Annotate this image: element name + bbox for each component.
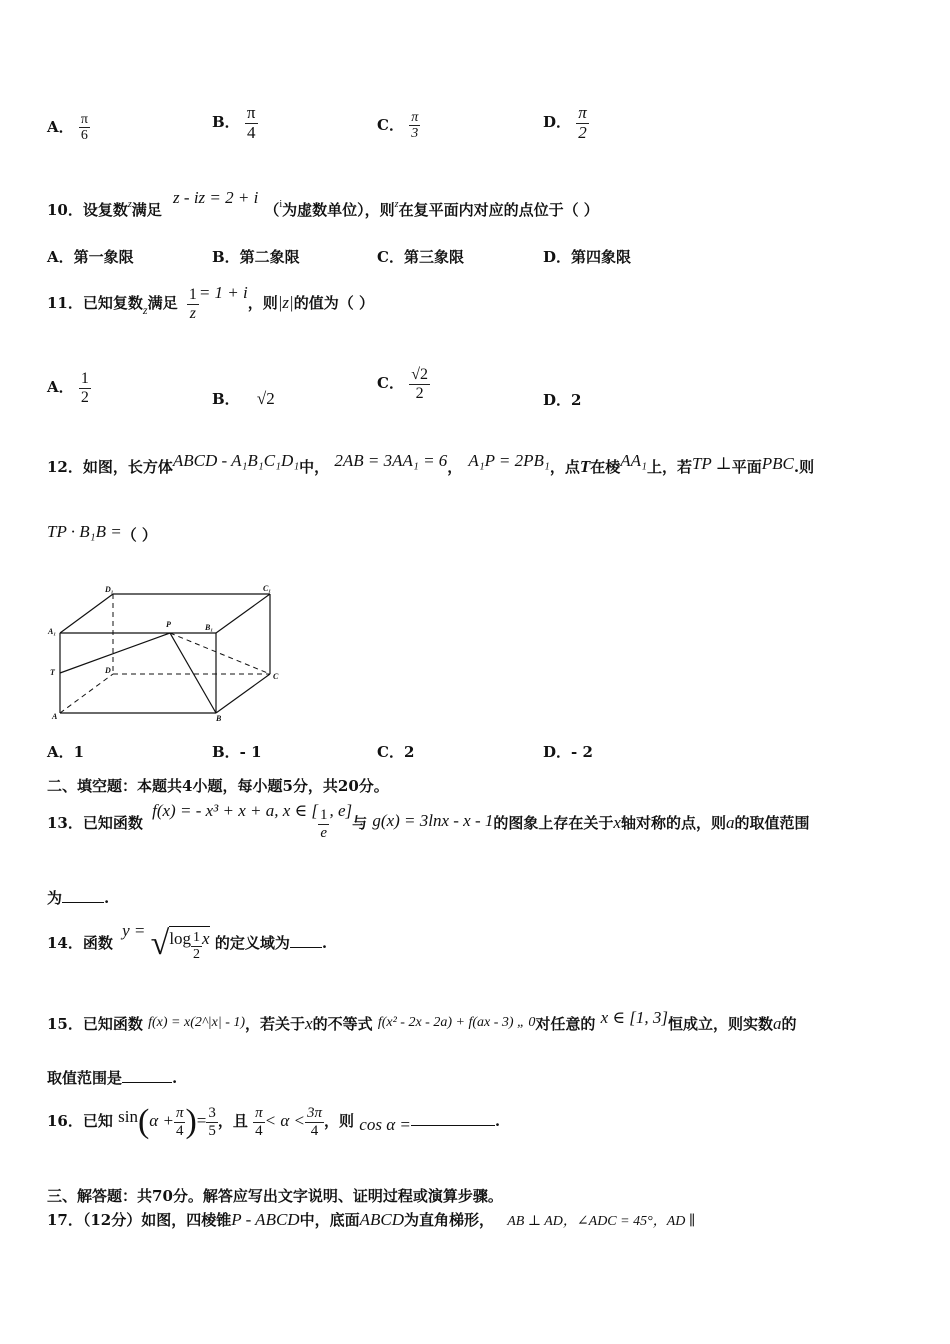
q10-option-b: B．第二象限: [212, 248, 300, 266]
label-a: A: [52, 712, 58, 721]
label-d: D: [105, 666, 111, 675]
q11-option-d: D．2: [543, 391, 582, 409]
label-p: P: [166, 620, 171, 629]
section-3-heading: 三、解答题：共70分。解答应写出文字说明、证明过程或演算步骤。: [47, 1187, 503, 1205]
label-a1: A₁: [48, 627, 57, 636]
q10-option-a: A．第一象限: [47, 248, 134, 266]
q12-cuboid-figure: [45, 580, 290, 725]
label-b: B: [216, 714, 222, 723]
q9-option-b: B． $\frac{\pi}{4}$: [212, 103, 256, 142]
q11-option-a: A． $\frac{1}{2}$: [47, 370, 89, 406]
q9-option-d: D． $\frac{\pi}{2}$: [543, 103, 587, 142]
q15-answer-blank: [122, 1082, 172, 1083]
question-14: 14．函数 y = √log $\frac{1}{2}$ x 的定义域为 .: [47, 921, 328, 962]
q9-option-a: A． $\frac{\pi}{6}$: [47, 112, 88, 144]
q16-answer-blank: [411, 1125, 495, 1126]
question-13: 13．已知函数 f(x) = - x³ + x + a, x ∈ [ $\frac{1}{e}$ , e]与 g(x) = 3lnx - x - 1的图象上存在关于x轴对称的点，则a的取值范围: [47, 801, 810, 841]
q12-option-c: C．2: [377, 743, 415, 761]
label-t: T: [50, 668, 55, 677]
question-16: 16．已知 sin(α + $\frac{\pi}{4}$ )= $\frac{3}{5}$ ，且 $\frac{\pi}{4}$ < α < $\frac{3\pi}{4}$ ，则 cos α = .: [47, 1103, 501, 1140]
q14-answer-blank: [290, 947, 322, 948]
q11-option-b: B． √2: [212, 389, 275, 408]
question-12: 12．如图，长方体ABCD - A₁B₁C₁D₁中， 2AB = 3AA₁ = 6， A₁P = 2PB₁，点T在棱AA₁上，若TP ⊥平面PBC.则: [47, 451, 815, 476]
q11-option-c: C． $\frac{√2}{2}$: [377, 366, 428, 402]
q15-line-2: 取值范围是 .: [47, 1069, 178, 1087]
q13-answer-blank: [62, 902, 104, 903]
q12-dot-expression: TP · B₁B =（ ）: [47, 522, 157, 544]
q12-option-a: A．1: [47, 743, 85, 761]
q10-option-d: D．第四象限: [543, 248, 632, 266]
q14-sqrt: √log $\frac{1}{2}$ x: [150, 925, 210, 962]
q12-option-b: B．- 1: [212, 743, 262, 761]
question-11: 11．已知复数$_z$满足 $\frac{1}{z}$ = 1 + i，则|z|的值为（ ）: [47, 283, 374, 322]
question-15: 15．已知函数 f(x) = x(2^|x| - 1)，若关于x的不等式 f(x² - 2x - 2a) + f(ax - 3) „ 0对任意的 x ∈ [1, 3]恒成立，则实数a的: [47, 1008, 797, 1033]
q9-option-c: C． $\frac{\pi}{3}$: [377, 110, 419, 142]
q10-option-c: C．第三象限: [377, 248, 464, 266]
label-d1: D₁: [105, 585, 114, 594]
q13-line-2: 为 .: [47, 889, 110, 907]
label-c1: C₁: [263, 584, 272, 593]
question-17: 17．（12分）如图，四棱锥P - ABCD中，底面ABCD为直角梯形， AB ⊥ AD，∠ADC = 45°，AD ∥: [47, 1210, 696, 1229]
question-10: 10．设复数$^z$满足 z - iz = 2 + i（$^i$为虚数单位），则$^z$在复平面内对应的点位于（ ）: [47, 188, 599, 219]
label-c: C: [273, 672, 279, 681]
label-b1: B₁: [205, 623, 214, 632]
section-2-heading: 二、填空题：本题共4小题，每小题5分，共20分。: [47, 777, 389, 795]
q12-option-d: D．- 2: [543, 743, 593, 761]
